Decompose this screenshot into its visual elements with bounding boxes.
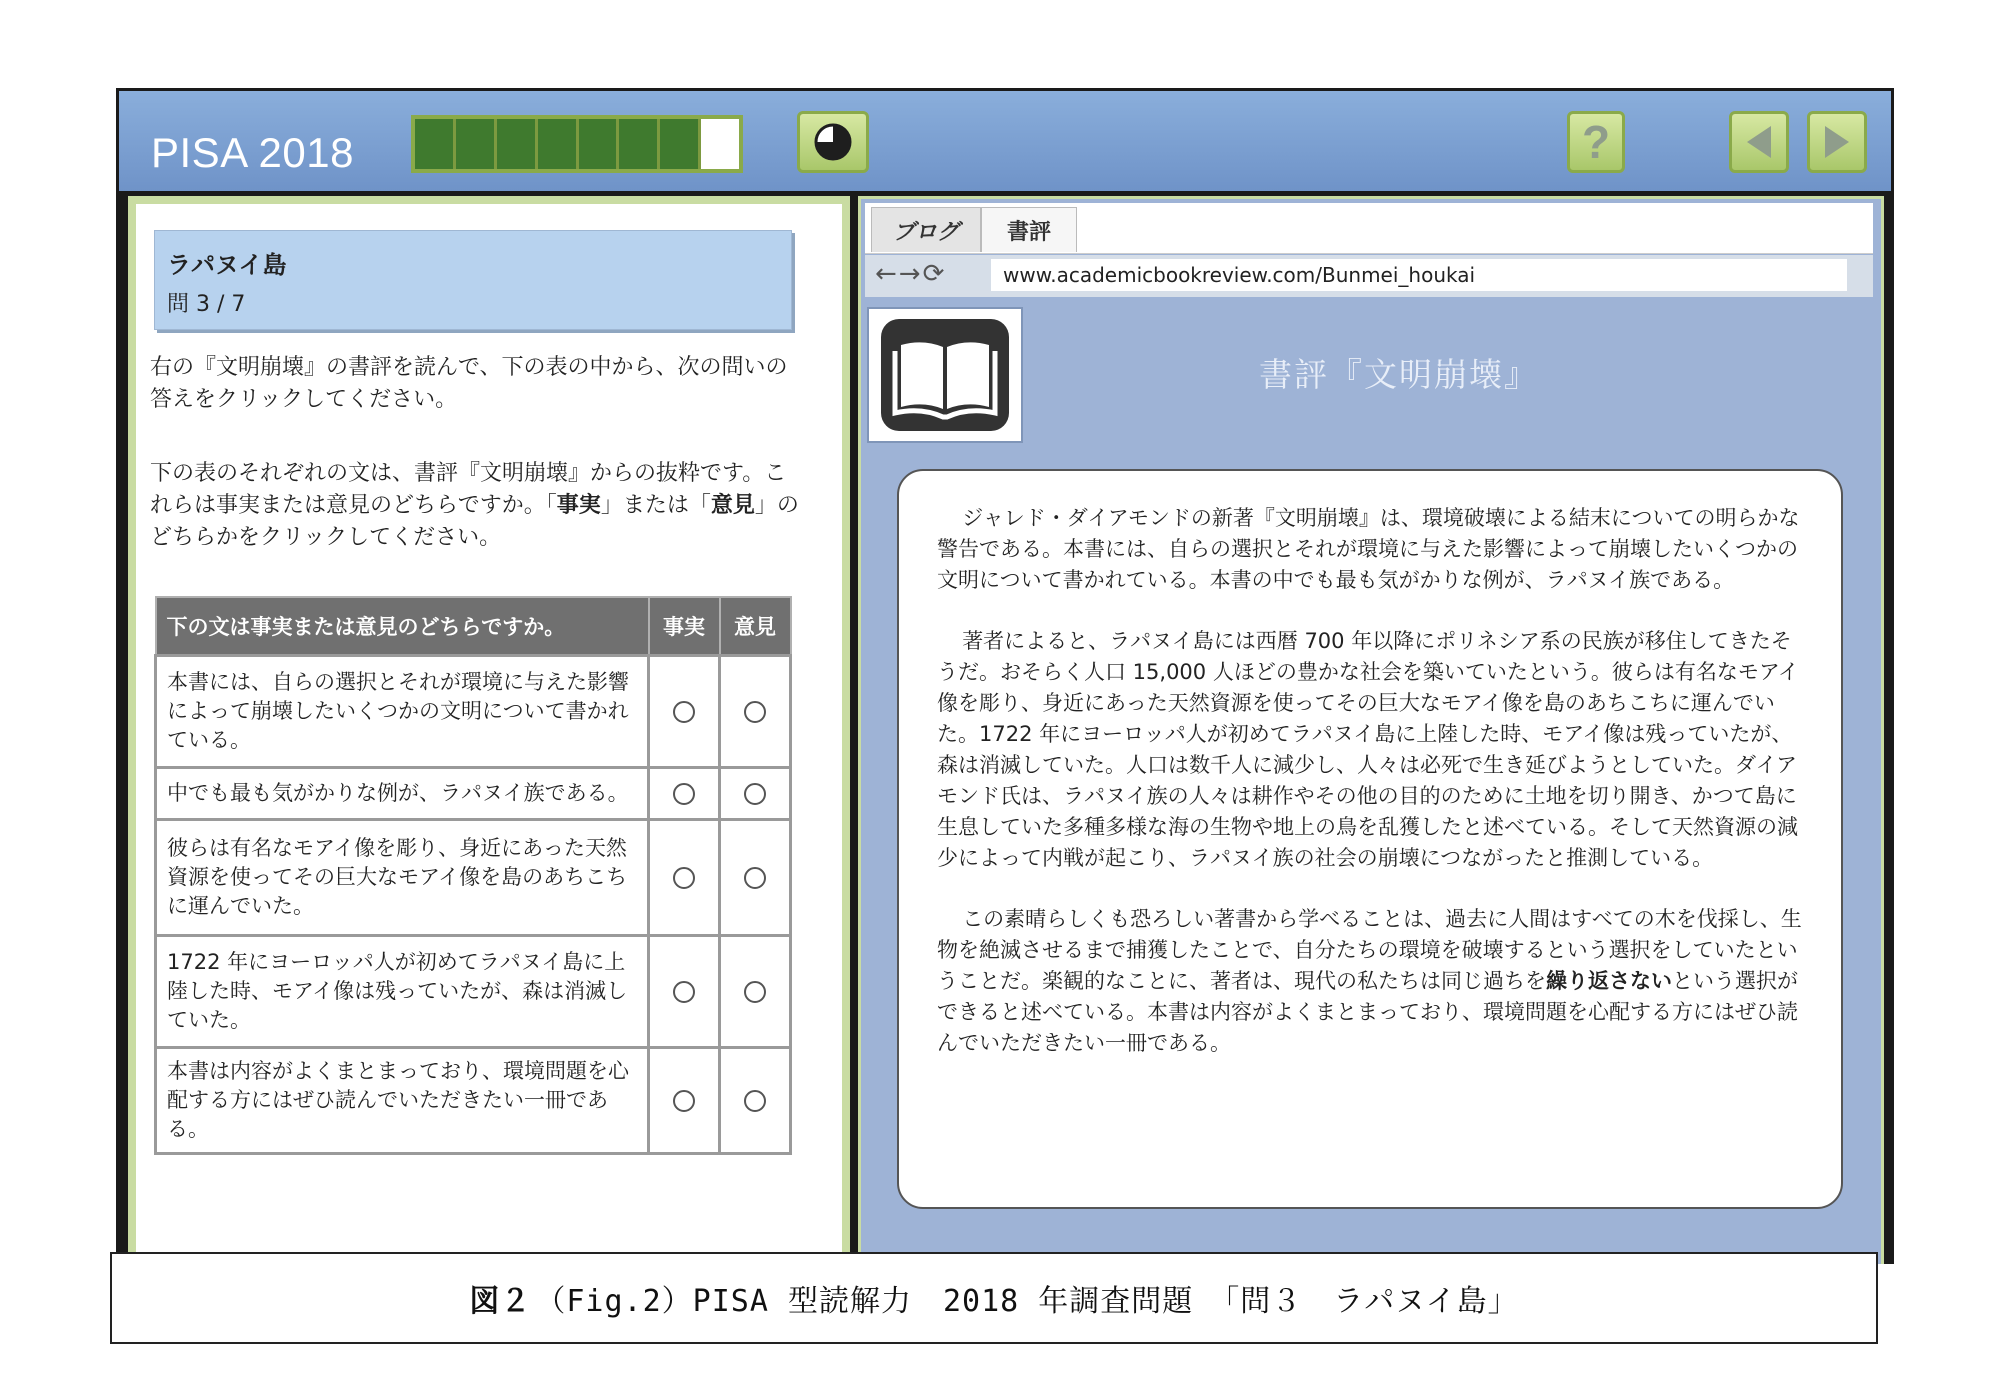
timer-button[interactable] (797, 111, 869, 173)
question-panel (128, 196, 850, 1264)
question-panel-inner (136, 204, 842, 1264)
progress-segment (619, 119, 660, 169)
progress-segment (579, 119, 620, 169)
url-field[interactable]: www.academicbookreview.com/Bunmei_houkai (991, 259, 1847, 291)
opinion-radio-cell (720, 820, 791, 936)
pie-clock-icon (813, 122, 853, 162)
table-row (156, 936, 791, 1048)
article-paragraph (937, 904, 1803, 1059)
opinion-radio[interactable] (744, 1090, 766, 1112)
table-row (156, 1048, 791, 1154)
question-count: 問 3 / 7 (167, 292, 246, 317)
top-toolbar (119, 91, 1891, 191)
tab-blog[interactable]: ブログ (871, 207, 981, 252)
help-button[interactable] (1567, 111, 1625, 173)
browser-tab-bar (865, 203, 1873, 254)
fact-radio[interactable] (673, 701, 695, 723)
tab-book-review[interactable]: 書評 (981, 207, 1077, 252)
opinion-radio[interactable] (744, 701, 766, 723)
statement-cell: 本書は内容がよくまとまっており、環境問題を心配する方にはぜひ読んでいただきたい一冊である。 (156, 1048, 649, 1154)
instruction-2-text: 」または「 (600, 493, 711, 518)
fact-radio-cell (649, 768, 720, 820)
table-header-row (156, 597, 791, 656)
app-title: PISA 2018 (151, 129, 354, 176)
statement-cell: 1722 年にヨーロッパ人が初めてラパヌイ島に上陸した時、モアイ像は残っていたが、森は消滅していた。 (156, 936, 649, 1048)
instruction-1: 右の『文明崩壊』の書評を読んで、下の表の中から、次の問いの答えをクリックしてください。 (150, 355, 788, 412)
back-button[interactable] (1729, 111, 1789, 173)
figure-number: 図２ (469, 1284, 532, 1319)
opinion-radio[interactable] (744, 981, 766, 1003)
figure-caption (110, 1252, 1878, 1344)
progress-segment (497, 119, 538, 169)
back-arrow-icon[interactable]: ← (875, 259, 899, 289)
figure-caption-text: （Fig.2）PISA 型読解力 2018 年調査問題 「問３ ラパヌイ島」 (535, 1284, 1519, 1319)
header-statement: 下の文は事実または意見のどちらですか。 (156, 597, 649, 656)
opinion-radio[interactable] (744, 783, 766, 805)
statement-cell: 本書には、自らの選択とそれが環境に与えた影響によって崩壊したいくつかの文明について書かれている。 (156, 656, 649, 768)
instruction-fact-word: 事実 (556, 493, 601, 518)
statement-cell: 中でも最も気がかりな例が、ラパヌイ族である。 (156, 768, 649, 820)
instruction-2-text: 下の表のそれぞれの文は、書評『文明崩壊』からの抜粋です。これらは事実または意見のどちらですか。「 (150, 461, 787, 518)
help-label: ? (1581, 116, 1611, 168)
opinion-radio-cell (720, 1048, 791, 1154)
fact-opinion-table (154, 596, 792, 1155)
progress-segment-empty (701, 119, 739, 169)
article-text: この素晴らしくも恐ろしい著書から学べることは、過去に人間はすべての木を伐採し、生物を絶滅させるまで捕獲したことで、自分たちの環境を破壊するという選択をしていたということだ。楽観的なことに、著者は、現代の私たちは同じ過ちを (937, 907, 1802, 993)
table-row (156, 820, 791, 936)
opinion-radio-cell (720, 656, 791, 768)
fact-radio-cell (649, 820, 720, 936)
header-opinion: 意見 (720, 597, 791, 656)
right-triangle-icon (1819, 122, 1855, 162)
next-button[interactable] (1807, 111, 1867, 173)
progress-segment (415, 119, 456, 169)
pisa-app-window (116, 88, 1894, 1264)
progress-segment (538, 119, 579, 169)
statement-cell: 彼らは有名なモアイ像を彫り、身近にあった天然資源を使ってその巨大なモアイ像を島のあちこちに運んでいた。 (156, 820, 649, 936)
article-emphasis: 繰り返さない (1546, 969, 1672, 993)
opinion-radio-cell (720, 768, 791, 820)
article-text: という選択ができると述べている。本書は内容がよくまとまっており、環境問題を心配する方にはぜひ読んでいただきたい一冊である。 (937, 969, 1798, 1055)
instruction-opinion-word: 意見 (710, 493, 755, 518)
book-review-article (897, 469, 1843, 1209)
open-book-icon (879, 317, 1011, 433)
browser-nav-icons (875, 259, 946, 289)
table-row (156, 768, 791, 820)
opinion-radio-cell (720, 936, 791, 1048)
progress-segment (456, 119, 497, 169)
fact-radio-cell (649, 656, 720, 768)
fact-radio-cell (649, 936, 720, 1048)
article-paragraph: 著者によると、ラパヌイ島には西暦 700 年以降にポリネシア系の民族が移住してきたそうだ。おそらく人口 15,000 人ほどの豊かな社会を築いていたという。彼らは有名なモアイ像を彫り、身近にあった天然資源を使ってその巨大なモアイ像を島のあちこちに運んでいた。1722 年にヨーロッパ人が初めてラパヌイ島に上陸した時、モアイ像は残っていたが、森は消滅していた。人口は数千人に減少し、人々は必死で生き延びようとしていた。ダイアモンド氏は、ラパヌイ族の人々は耕作やその他の目的のために土地を切り開き、かつて島に生息していた多種多様な海の生物や地上の鳥を乱獲したと述べている。そして天然資源の減少によって内戦が起こり、ラパヌイ族の社会の崩壊につながったと推測している。 (937, 629, 1799, 870)
stimulus-panel (858, 196, 1884, 1264)
browser-address-bar (865, 255, 1873, 297)
fact-radio[interactable] (673, 783, 695, 805)
progress-segment (660, 119, 701, 169)
question-header (154, 230, 792, 330)
left-triangle-icon (1741, 122, 1777, 162)
article-paragraph: ジャレド・ダイアモンドの新著『文明崩壊』は、環境破壊による結末についての明らかな警告である。本書には、自らの選択とそれが環境に与えた影響によって崩壊したいくつかの文明について書かれている。本書の中でも最も気がかりな例が、ラパヌイ族である。 (937, 506, 1800, 592)
instruction-2-text: 」のどちらかをクリックしてください。 (150, 493, 799, 550)
instruction-2 (150, 458, 800, 554)
question-title: ラパヌイ島 (167, 251, 287, 279)
reload-icon[interactable]: ⟳ (922, 259, 947, 289)
table-row (156, 656, 791, 768)
header-fact: 事実 (649, 597, 720, 656)
fact-radio[interactable] (673, 1090, 695, 1112)
forward-arrow-icon[interactable]: → (898, 259, 923, 289)
fact-radio-cell (649, 1048, 720, 1154)
progress-bar (411, 115, 743, 173)
fact-radio[interactable] (673, 981, 695, 1003)
book-logo (867, 307, 1023, 443)
opinion-radio[interactable] (744, 867, 766, 889)
fact-radio[interactable] (673, 867, 695, 889)
review-page-title: 書評『文明崩壊』 (1259, 355, 1539, 394)
